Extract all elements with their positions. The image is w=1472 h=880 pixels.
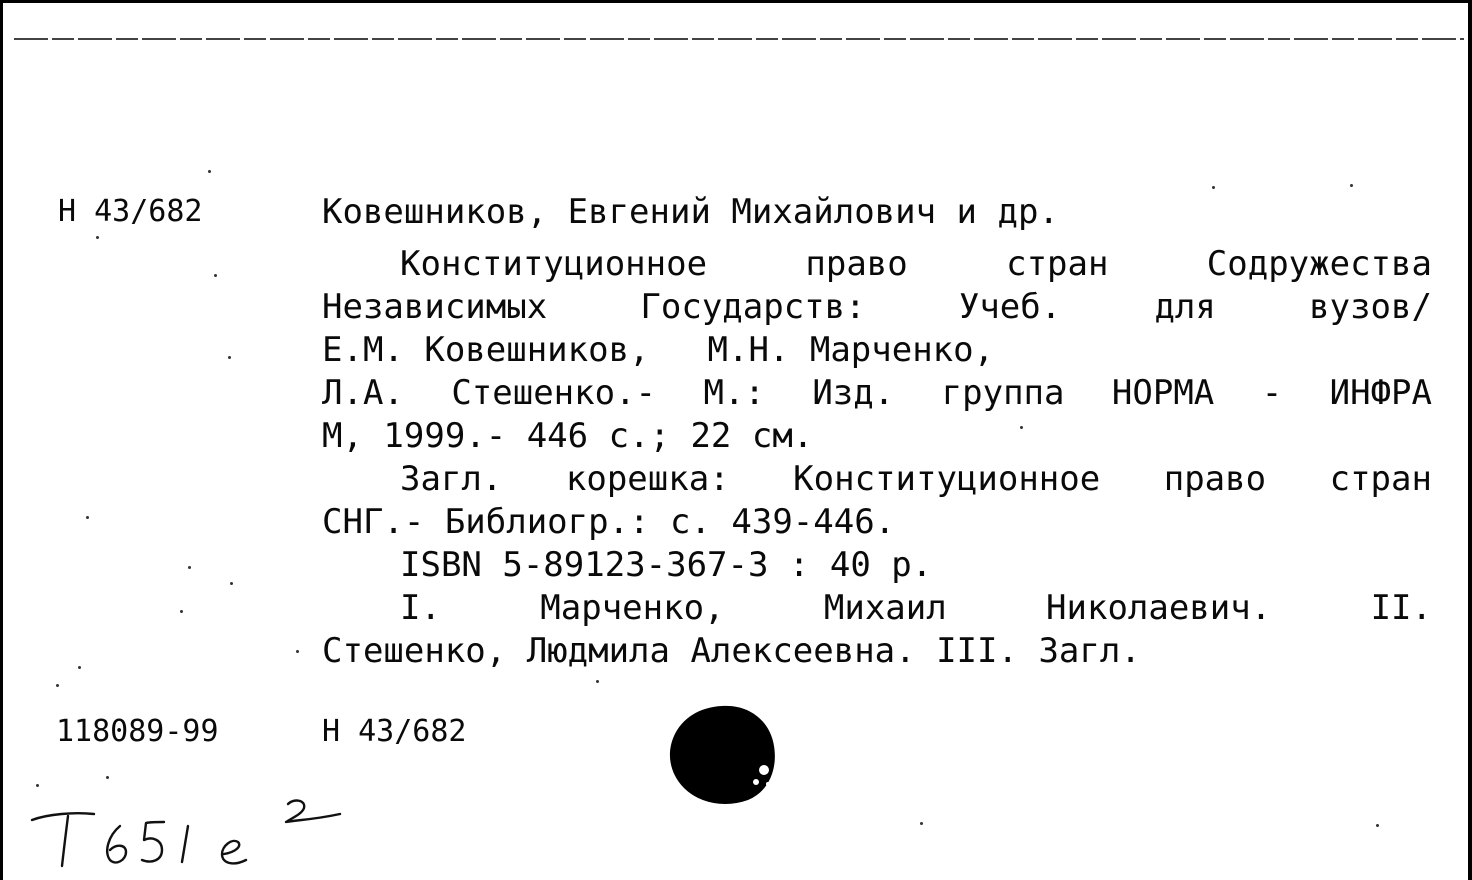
bibliography-line — [322, 501, 895, 544]
scan-speck — [96, 236, 99, 239]
scan-speck — [180, 610, 183, 613]
card-top-edge — [0, 0, 1472, 3]
card-right-edge — [1468, 0, 1472, 880]
bibliography-text: СНГ.- Библиогр.: с. 439-446. — [322, 502, 896, 542]
title-word: право — [805, 244, 908, 284]
handwritten-note — [28, 792, 368, 874]
spine-title-line — [400, 458, 1432, 501]
isbn-text: ISBN 5-89123-367-3 : 40 р. — [400, 545, 933, 585]
scan-speck — [188, 566, 191, 569]
scan-speck — [78, 666, 81, 669]
scan-speck — [208, 170, 211, 173]
publication-word: Л.А. — [322, 373, 404, 413]
scan-speck — [56, 684, 59, 687]
title-word: вузов/ — [1309, 287, 1432, 327]
note-word: право — [1163, 459, 1267, 499]
title-word: Содружества — [1206, 244, 1432, 284]
authors-line — [322, 329, 994, 372]
scan-speck — [36, 784, 39, 787]
tracing-word: Марченко, — [540, 588, 725, 628]
publication-word: - — [1261, 373, 1283, 413]
publication-word: группа — [941, 373, 1065, 413]
note-word: стран — [1329, 459, 1432, 499]
tracing-word: Николаевич. — [1046, 588, 1272, 628]
title-line-2 — [322, 286, 1432, 329]
scan-speck — [920, 822, 923, 825]
tracing-text: Стешенко, Людмила Алексеевна. III. Загл. — [322, 631, 1141, 671]
scan-speck — [296, 650, 299, 653]
publication-word: Стешенко.- — [451, 373, 657, 413]
author-name: Е.М. Ковешников, — [322, 330, 650, 370]
title-word: Государств: — [640, 287, 866, 327]
publication-word: НОРМА — [1111, 373, 1215, 413]
publication-line — [322, 372, 1432, 415]
title-word: Независимых — [322, 287, 548, 327]
card-left-edge — [0, 0, 3, 880]
publication-word: М.: — [703, 373, 765, 413]
accession-number: 118089-99 — [56, 714, 219, 749]
tracing-word: Михаил — [823, 588, 947, 628]
card-top-rule — [14, 38, 1464, 40]
title-line-1 — [400, 243, 1432, 286]
scan-speck — [596, 680, 599, 683]
author-heading: Ковешников, Евгений Михайлович и др. — [322, 192, 1059, 232]
title-word: Конституционное — [400, 244, 708, 284]
scan-speck — [1212, 186, 1215, 189]
tracing-word: II. — [1370, 588, 1432, 628]
tracings-line-1 — [400, 587, 1432, 630]
publication-word: ИНФРА — [1329, 373, 1432, 413]
scan-speck — [228, 356, 231, 359]
scan-speck — [1376, 824, 1379, 827]
tracings-line-2 — [322, 630, 1141, 673]
scan-speck — [1020, 426, 1023, 429]
note-word: Загл. — [400, 459, 503, 499]
title-word: стран — [1006, 244, 1109, 284]
note-word: Конституционное — [793, 459, 1101, 499]
scan-speck — [230, 582, 233, 585]
scan-speck — [214, 274, 217, 277]
note-word: корешка: — [565, 459, 730, 499]
scan-speck — [106, 776, 109, 779]
call-number: Н 43/682 — [58, 194, 203, 229]
shelfmark: Н 43/682 — [322, 714, 467, 749]
isbn-line — [400, 544, 932, 587]
publication-word: Изд. — [812, 373, 895, 413]
scan-speck — [86, 516, 89, 519]
imprint-text: М, 1999.- 446 с.; 22 см. — [322, 416, 814, 456]
tracing-word: I. — [400, 588, 441, 628]
imprint-line — [322, 415, 813, 458]
scan-speck — [1350, 184, 1353, 187]
author-name: М.Н. Марченко, — [707, 330, 995, 370]
punch-hole-blot — [664, 700, 784, 810]
title-word: Учеб. — [958, 287, 1062, 327]
title-word: для — [1154, 287, 1216, 327]
